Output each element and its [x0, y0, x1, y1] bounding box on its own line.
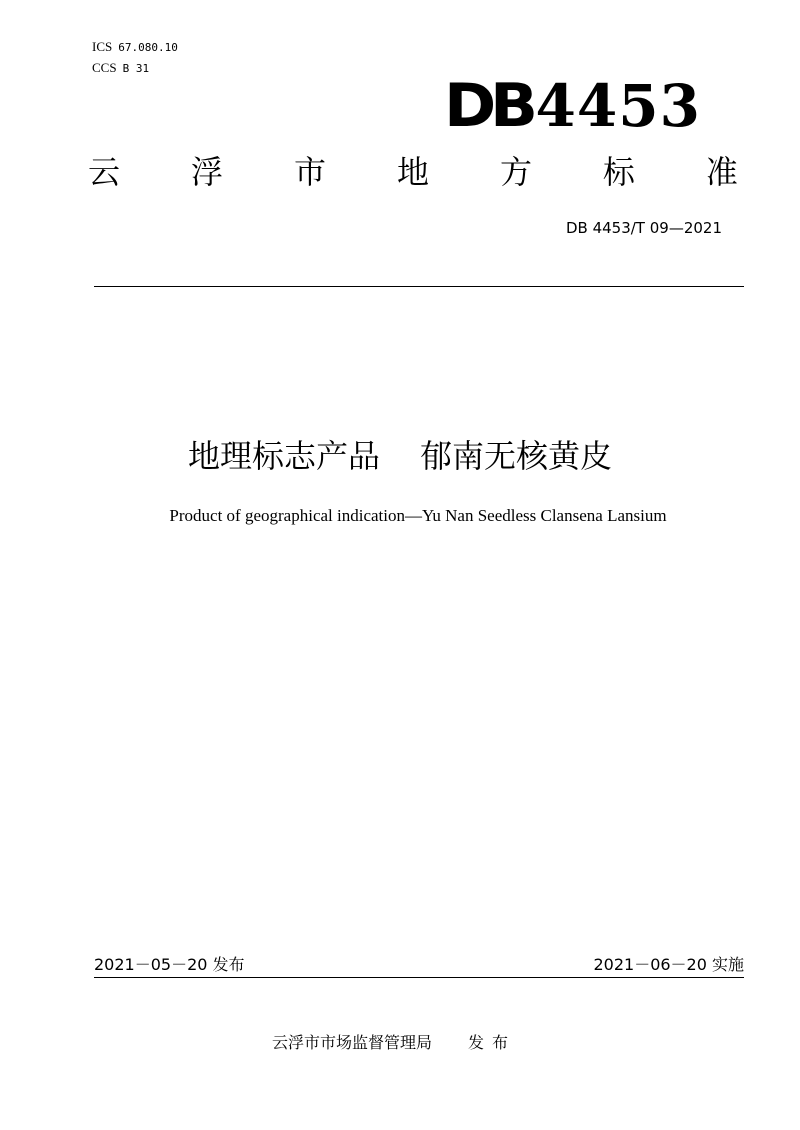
ics-label: ICS — [92, 39, 113, 54]
ccs-code — [92, 60, 149, 77]
standard-type-char: 地 — [396, 153, 429, 191]
document-english-title: Product of geographical indication—Yu Nan Seedless Clansena Lansium — [169, 506, 667, 525]
ccs-value: B 31 — [122, 62, 150, 75]
standard-type-heading — [88, 152, 738, 192]
ics-code — [92, 39, 178, 56]
publisher-action: 发布 — [468, 1033, 517, 1052]
document-title-part1: 地理标志产品 — [187, 437, 380, 475]
footer-divider — [94, 977, 744, 978]
standard-type-char: 浮 — [190, 153, 223, 191]
db-logo-number: 4453 — [535, 72, 701, 140]
standard-type-char: 市 — [293, 153, 326, 191]
db-standard-logo — [444, 66, 714, 141]
standard-type-char: 方 — [499, 153, 532, 191]
standard-number: DB 4453/T 09—2021 — [565, 219, 722, 237]
standard-type-char: 准 — [705, 153, 738, 191]
implementation-date: 2021－06－20 实施 — [593, 955, 744, 974]
ics-value: 67.080.10 — [118, 41, 178, 54]
publisher-name: 云浮市市场监督管理局 — [272, 1033, 433, 1052]
document-title — [0, 435, 800, 477]
db-logo-prefix: DB — [444, 71, 532, 141]
standard-type-char: 标 — [602, 153, 635, 191]
ccs-label: CCS — [92, 60, 117, 75]
publisher-line — [272, 1032, 516, 1054]
header-divider — [94, 286, 744, 287]
issue-date: 2021－05－20 发布 — [94, 955, 245, 974]
document-title-part2: 郁南无核黄皮 — [420, 437, 613, 475]
standard-type-char: 云 — [88, 153, 121, 191]
